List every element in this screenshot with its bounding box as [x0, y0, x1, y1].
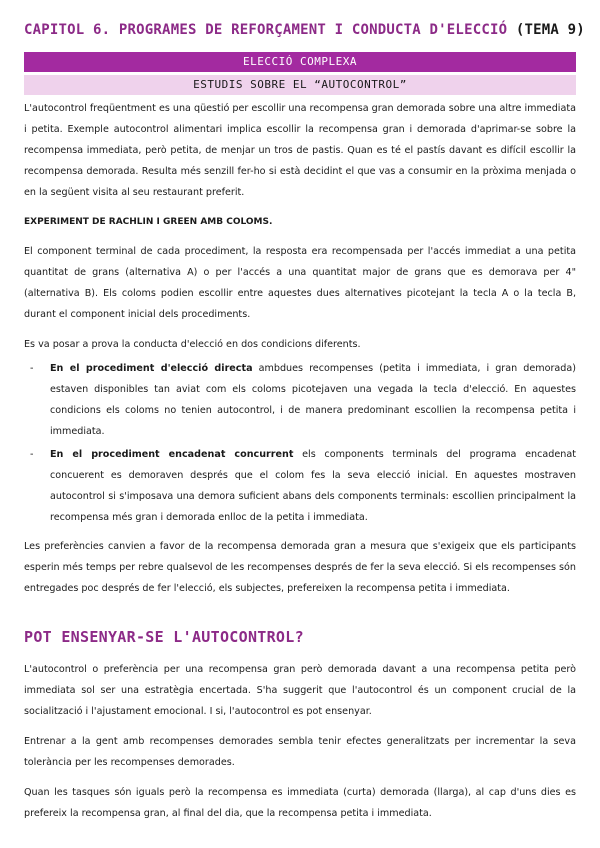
experiment-paragraph: El component terminal de cada procediment, la resposta era recompensada per l'accés immediat a una petita quantitat de grans (alternativa A) o per l'accés a una quantitat major de grans que es demorava per 4" (alternativa B). Els coloms podien escollir entre aquestes dues alternatives picotejant la tecla A o la tecla B, durant el component inicial dels procediments. [24, 246, 576, 320]
preferences-paragraph: Les preferències canvien a favor de la recompensa demorada gran a mesura que s'exigeix que els participants esperin més temps per rebre qualsevol de les recompenses després de fer la seva elecció. Si els recompenses són entregades poc després de fer l'elecció, els subjectes, prefereixen la recompensa petita i immediata. [24, 541, 576, 594]
chapter-title-text: CAPITOL 6. PROGRAMES DE REFORÇAMENT I CONDUCTA D'ELECCIÓ [24, 22, 508, 38]
bullet-text: ambdues recompenses (petita i immediata, i gran demorada) estaven disponibles tan aviat com els coloms picotejaven una vegada la tecla d'elecció. En aquestes condicions els coloms no tenien autocontrol, i de manera predominant escollien la recompensa petita i immediata. [50, 363, 576, 437]
section-band-sub: ESTUDIS SOBRE EL “AUTOCONTROL” [24, 75, 576, 95]
document-body [24, 98, 576, 833]
section-heading: POT ENSENYAR-SE L'AUTOCONTROL? [24, 628, 304, 646]
chapter-tema: (TEMA 9) [515, 22, 585, 38]
section-paragraph-3: Quan les tasques són iguals però la recompensa es immediata (curta) demorada (llarga), al cap d'uns dies es prefereix la recompensa gran, al final del dia, que la recompensa petita i immediata. [24, 787, 576, 819]
intro-paragraph: L'autocontrol freqüentment es una qüestió per escollir una recompensa gran demorada sobre una altre immediata i petita. Exemple autocontrol alimentari implica escollir la recompensa gran i demorada d'aprimar-se sobre la recompensa immediata, però petita, de menjar un tros de pastis. Quan es té el pastís davant es difícil escollir la recompensa demorada. Resulta més senzill fer-ho si està decidint el que vas a consumir en la pròxima menjada o en la següent visita al seu restaurant preferit. [24, 103, 576, 198]
conditions-list [24, 358, 576, 528]
section-paragraph-1: L'autocontrol o preferència per una recompensa gran però demorada davant a una recompensa petita però immediata sol ser una estratègia encertada. S'ha suggerit que l'autocontrol és un component crucial de la socialització i l'ajustament emocional. I si, l'autocontrol es pot ensenyar. [24, 664, 576, 717]
conditions-intro: Es va posar a prova la conducta d'elecció en dos condicions diferents. [24, 339, 361, 350]
section-band-main: ELECCIÓ COMPLEXA [24, 52, 576, 72]
section-paragraph-2: Entrenar a la gent amb recompenses demorades sembla tenir efectes generalitzats per incrementar la seva tolerància per les recompenses demorades. [24, 736, 576, 768]
list-item [30, 444, 576, 528]
bullet-text: els components terminals del programa encadenat concuerent es demoraven després que el colom fes la seva elecció inicial. En aquestes mostraven autocontrol si s'imposava una demora suficient abans dels components terminals: escollien principalment la recompensa més gran i demorada enlloc de la petita i immediata. [50, 449, 576, 523]
chapter-title [24, 22, 585, 38]
experiment-heading: EXPERIMENT DE RACHLIN I GREEN AMB COLOMS. [24, 217, 273, 227]
list-item [30, 358, 576, 442]
bullet-bold-label: En el procediment encadenat concurrent [50, 449, 294, 460]
bullet-dash: - [30, 363, 34, 374]
bullet-dash: - [30, 449, 34, 460]
bullet-bold-label: En el procediment d'elecció directa [50, 363, 253, 374]
